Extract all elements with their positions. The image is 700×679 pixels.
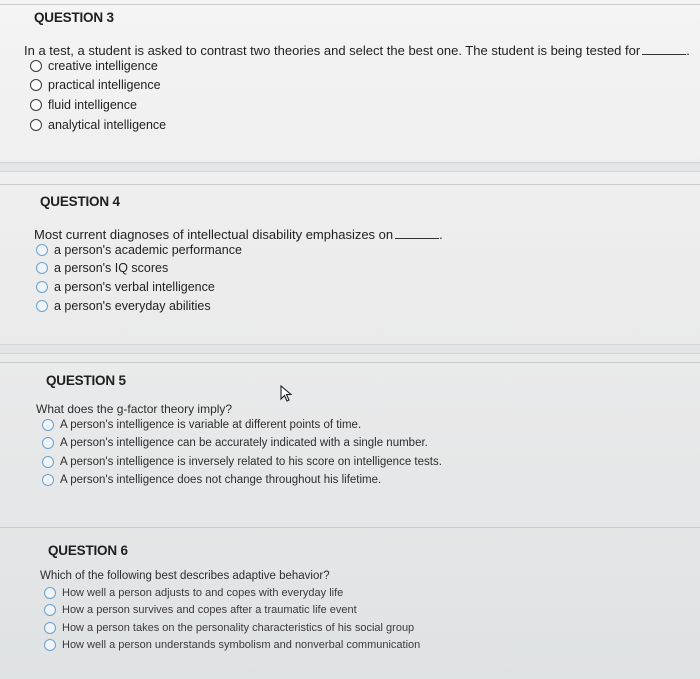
question-prompt: In a test, a student is asked to contrast two theories and select the best one. The student is being tested for .: [24, 43, 690, 58]
answer-option-label: How a person takes on the personality characteristics of his social group: [62, 622, 415, 634]
radio-button[interactable]: [44, 639, 56, 651]
answer-blank: [642, 44, 686, 55]
radio-button[interactable]: [30, 60, 42, 72]
answer-option[interactable]: [42, 474, 381, 486]
answer-option[interactable]: [42, 437, 428, 449]
answer-option-label: a person's academic performance: [54, 243, 242, 257]
question-title: QUESTION 6: [48, 543, 128, 558]
radio-button[interactable]: [36, 281, 48, 293]
answer-option-label: A person's intelligence is variable at different points of time.: [60, 419, 362, 431]
radio-button[interactable]: [42, 456, 54, 468]
answer-option[interactable]: [30, 118, 166, 132]
answer-option-label: analytical intelligence: [48, 118, 167, 132]
radio-button[interactable]: [42, 474, 54, 486]
radio-button[interactable]: [36, 300, 48, 312]
question-title: QUESTION 5: [46, 373, 126, 388]
radio-button[interactable]: [36, 244, 48, 256]
answer-option[interactable]: [44, 622, 414, 634]
radio-button[interactable]: [44, 622, 56, 634]
answer-option[interactable]: [36, 280, 215, 294]
answer-option-label: A person's intelligence is inversely related to his score on intelligence tests.: [60, 456, 442, 468]
answer-option[interactable]: [36, 299, 211, 313]
question-prompt: What does the g-factor theory imply?: [36, 402, 233, 416]
answer-option[interactable]: [30, 78, 161, 92]
question-separator: [0, 162, 700, 172]
question-title: QUESTION 4: [40, 194, 120, 209]
radio-button[interactable]: [36, 262, 48, 274]
question-prompt-text: Most current diagnoses of intellectual disability emphasizes on: [34, 227, 394, 242]
answer-option[interactable]: [44, 604, 357, 616]
answer-option-label: How well a person adjusts to and copes with everyday life: [62, 587, 344, 599]
answer-option-label: fluid intelligence: [48, 98, 137, 112]
answer-option-label: A person's intelligence does not change throughout his lifetime.: [60, 474, 382, 486]
radio-button[interactable]: [30, 99, 42, 111]
answer-option-label: A person's intelligence can be accurately indicated with a single number.: [60, 437, 428, 449]
question-separator: [0, 344, 700, 354]
radio-button[interactable]: [44, 587, 56, 599]
answer-option-label: a person's everyday abilities: [54, 299, 211, 313]
question-prompt: Most current diagnoses of intellectual disability emphasizes on .: [34, 227, 443, 242]
radio-button[interactable]: [42, 437, 54, 449]
answer-option[interactable]: [30, 98, 137, 112]
answer-option-label: How well a person understands symbolism and nonverbal communication: [62, 639, 421, 651]
answer-option[interactable]: [44, 639, 420, 651]
divider: [0, 362, 700, 363]
answer-option-label: creative intelligence: [48, 59, 158, 73]
answer-option-label: How a person survives and copes after a traumatic life event: [62, 604, 357, 616]
answer-option[interactable]: [36, 243, 242, 257]
answer-option-label: a person's verbal intelligence: [54, 280, 215, 294]
radio-button[interactable]: [44, 604, 56, 616]
question-prompt-text: In a test, a student is asked to contrast two theories and select the best one. The student is being tested for: [24, 43, 641, 58]
radio-button[interactable]: [42, 419, 54, 431]
divider: [0, 4, 700, 5]
divider: [0, 184, 700, 185]
radio-button[interactable]: [30, 79, 42, 91]
answer-option[interactable]: [42, 456, 442, 468]
radio-button[interactable]: [30, 119, 42, 131]
question-title: QUESTION 3: [34, 10, 114, 25]
mouse-pointer-icon: [280, 385, 294, 403]
answer-option[interactable]: [44, 587, 343, 599]
answer-option[interactable]: [36, 261, 168, 275]
answer-option-label: a person's IQ scores: [54, 261, 169, 275]
answer-option-label: practical intelligence: [48, 78, 161, 92]
answer-blank: [395, 228, 439, 239]
answer-option[interactable]: [42, 419, 361, 431]
divider: [0, 527, 700, 528]
answer-option[interactable]: [30, 59, 158, 73]
question-prompt: Which of the following best describes adaptive behavior?: [40, 570, 330, 582]
